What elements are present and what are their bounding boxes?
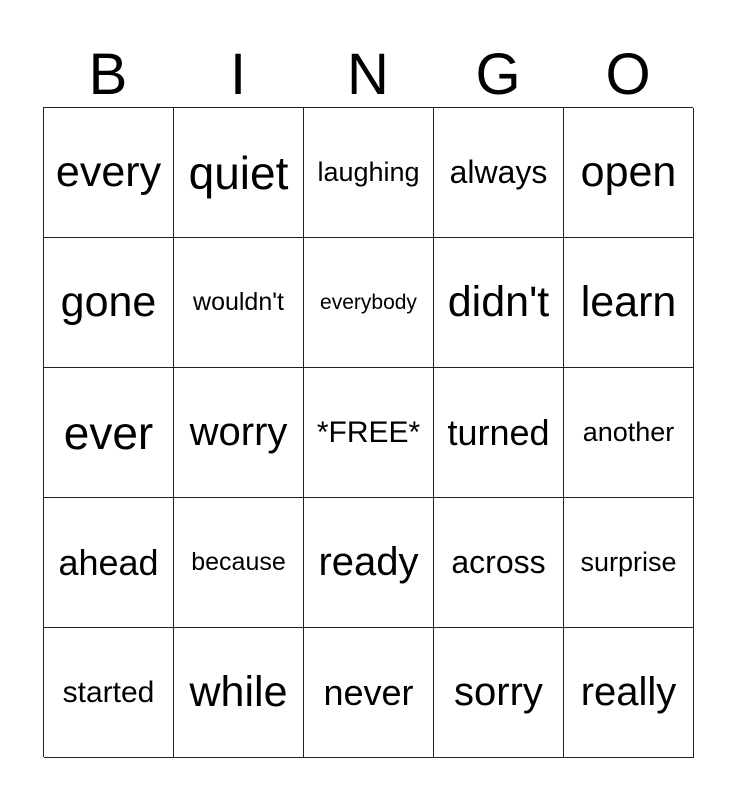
bingo-cell[interactable]: started <box>44 628 174 758</box>
header-letter-g: G <box>475 42 521 107</box>
bingo-cell[interactable]: every <box>44 108 174 238</box>
bingo-cell[interactable]: really <box>564 628 694 758</box>
bingo-grid <box>43 107 693 757</box>
bingo-cell[interactable]: learn <box>564 238 694 368</box>
header-letter-b: B <box>88 42 128 107</box>
bingo-cell[interactable]: sorry <box>434 628 564 758</box>
bingo-cell[interactable]: turned <box>434 368 564 498</box>
bingo-cell[interactable]: open <box>564 108 694 238</box>
header-letter-o: O <box>605 42 651 107</box>
free-space-cell[interactable]: *FREE* <box>304 368 434 498</box>
bingo-cell[interactable]: ever <box>44 368 174 498</box>
bingo-cell[interactable]: worry <box>174 368 304 498</box>
bingo-cell[interactable]: everybody <box>304 238 434 368</box>
bingo-cell[interactable]: across <box>434 498 564 628</box>
bingo-cell[interactable]: quiet <box>174 108 304 238</box>
bingo-cell[interactable]: wouldn't <box>174 238 304 368</box>
bingo-cell[interactable]: gone <box>44 238 174 368</box>
header-letter-i: I <box>229 42 247 107</box>
bingo-cell[interactable]: while <box>174 628 304 758</box>
bingo-cell[interactable]: because <box>174 498 304 628</box>
header-letter-n: N <box>347 42 389 107</box>
bingo-cell[interactable]: ready <box>304 498 434 628</box>
bingo-cell[interactable]: didn't <box>434 238 564 368</box>
bingo-cell[interactable]: surprise <box>564 498 694 628</box>
bingo-cell[interactable]: laughing <box>304 108 434 238</box>
bingo-cell[interactable]: always <box>434 108 564 238</box>
bingo-header <box>43 40 693 110</box>
bingo-cell[interactable]: another <box>564 368 694 498</box>
bingo-cell[interactable]: never <box>304 628 434 758</box>
bingo-cell[interactable]: ahead <box>44 498 174 628</box>
